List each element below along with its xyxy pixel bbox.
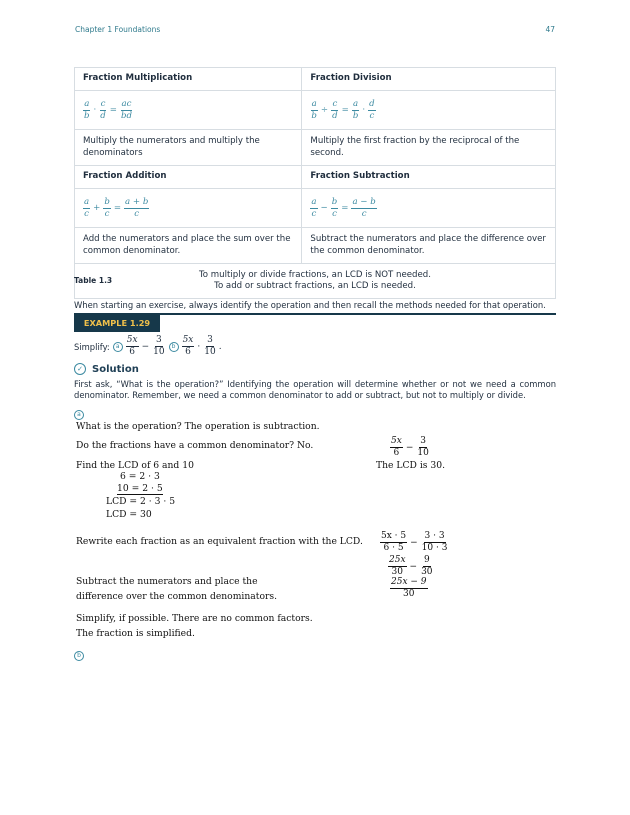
formula-multiplication: $\frac{a}{b}$ · $\frac{c}{d}$ = $\frac{ac}{bd}$ bbox=[75, 91, 302, 130]
step5-math: $\frac{25x - 9}{30}$ bbox=[391, 577, 427, 599]
step-simplify-line-1: Simplify, if possible. There are no common factors. bbox=[76, 613, 313, 624]
part-b-step-marker: b bbox=[74, 651, 84, 661]
header-fraction-addition: Fraction Addition bbox=[75, 166, 302, 189]
simplify-prompt bbox=[74, 336, 222, 357]
formula-division: $\frac{a}{b}$ ÷ $\frac{c}{d}$ = $\frac{a}{b}$ · $\frac{d}{c}$ bbox=[302, 91, 556, 130]
expression-b: $\frac{5x}{6}$ · $\frac{3}{10}$ . bbox=[182, 335, 222, 357]
desc-division: Multiply the first fraction by the reciprocal of the second. bbox=[302, 130, 556, 166]
part-a-marker: a bbox=[113, 342, 123, 352]
step-find-lcd: Find the LCD of 6 and 10 bbox=[76, 460, 194, 471]
table-caption: Table 1.3 bbox=[74, 276, 113, 285]
checkmark-icon: ✓ bbox=[74, 363, 86, 375]
lcd-product: LCD = 2 · 3 · 5 bbox=[106, 496, 176, 507]
step-lcd-result: The LCD is 30. bbox=[376, 460, 446, 471]
lcd-factor-6: 6 = 2 · 3 bbox=[120, 471, 160, 482]
desc-multiplication: Multiply the numerators and multiply the denominators bbox=[75, 130, 302, 166]
part-b-marker: b bbox=[169, 342, 179, 352]
desc-addition: Add the numerators and place the sum over the common denominator. bbox=[75, 228, 302, 264]
step-simplify-line-2: The fraction is simplified. bbox=[76, 628, 195, 639]
running-header-chapter: Chapter 1 Foundations bbox=[75, 25, 161, 34]
header-fraction-subtraction: Fraction Subtraction bbox=[302, 166, 556, 189]
header-fraction-division: Fraction Division bbox=[302, 68, 556, 91]
desc-subtraction: Subtract the numerators and place the difference over the common denominator. bbox=[302, 228, 556, 264]
solution-title: Solution bbox=[92, 363, 139, 375]
expression-a: $\frac{5x}{6}$ − $\frac{3}{10}$ bbox=[126, 335, 165, 357]
step2-math: $\frac{5x}{6}$ − $\frac{3}{10}$ bbox=[391, 436, 429, 458]
fraction-operations-table bbox=[74, 67, 556, 299]
table-note bbox=[75, 264, 556, 299]
header-fraction-multiplication: Fraction Multiplication bbox=[75, 68, 302, 91]
note-line-2: To add or subtract fractions, an LCD is needed. bbox=[214, 281, 416, 291]
step4-math-1: $\frac{5x \cdot 5}{6 \cdot 5}$ − $\frac{3 \cdot 3}{10 \cdot 3}$ bbox=[381, 531, 448, 553]
step-operation: What is the operation? The operation is subtraction. bbox=[76, 421, 320, 432]
part-a-step-marker: a bbox=[74, 410, 84, 420]
solution-heading bbox=[74, 363, 139, 375]
step-subtract-line-1: Subtract the numerators and place the bbox=[76, 576, 258, 587]
lcd-factor-10: 10 = 2 · 5 bbox=[117, 483, 163, 494]
formula-addition: $\frac{a}{c}$ + $\frac{b}{c}$ = $\frac{a + b}{c}$ bbox=[75, 189, 302, 228]
note-line-1: To multiply or divide fractions, an LCD is NOT needed. bbox=[199, 269, 431, 280]
simplify-label: Simplify: bbox=[74, 341, 110, 352]
solution-intro: First ask, “What is the operation?” Identifying the operation will determine whether or not we need a common denominator. Remember, we need a common denominator to add or subtract, but not to multiply or divide. bbox=[74, 379, 556, 401]
formula-subtraction: $\frac{a}{c}$ − $\frac{b}{c}$ = $\frac{a - b}{c}$ bbox=[302, 189, 556, 228]
lcd-value: LCD = 30 bbox=[106, 509, 152, 520]
example-label: EXAMPLE 1.29 bbox=[74, 315, 160, 332]
step-subtract-line-2: difference over the common denominators. bbox=[76, 591, 278, 602]
step-rewrite: Rewrite each fraction as an equivalent fraction with the LCD. bbox=[76, 536, 363, 547]
step4-math-2: $\frac{25x}{30}$ − $\frac{9}{30}$ bbox=[389, 555, 433, 577]
step-common-denominator: Do the fractions have a common denominator? No. bbox=[76, 440, 314, 451]
page-number: 47 bbox=[545, 25, 555, 34]
intro-text: When starting an exercise, always identify the operation and then recall the methods needed for that operation. bbox=[74, 300, 546, 310]
